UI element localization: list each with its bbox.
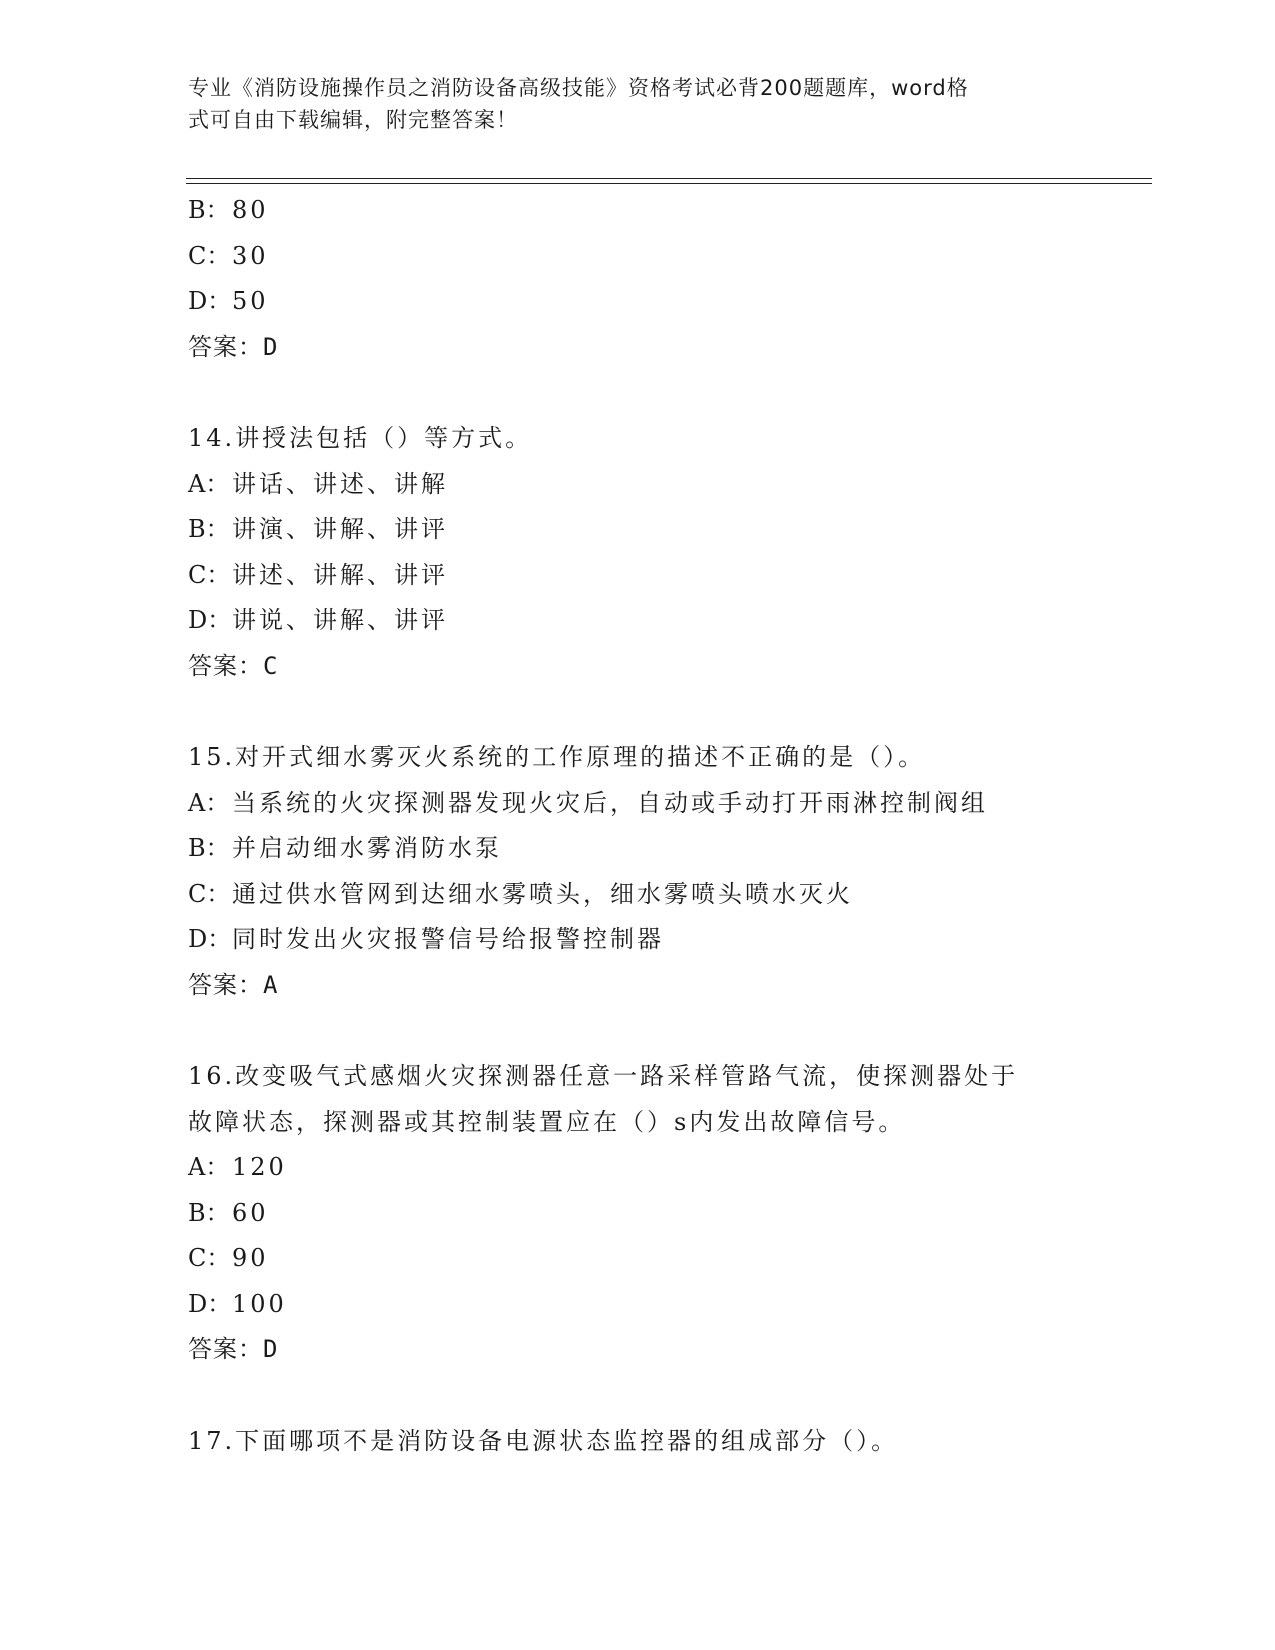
option-key: B： [188,196,230,224]
question-15 [188,735,1088,1008]
question-13-tail [188,188,1088,370]
question-14 [188,416,1088,689]
option-key: C： [188,241,231,270]
option-text: 120 [232,1153,287,1181]
option-text: 讲说、讲解、讲评 [232,606,448,634]
option-text: 100 [232,1289,287,1318]
option-key: A： [188,1153,230,1181]
option-a [188,781,1088,827]
header-divider-bottom [186,183,1152,184]
option-key: D： [188,925,232,953]
question-stem: 17.下面哪项不是消防设备电源状态监控器的组成部分（）。 [188,1426,899,1455]
option-d [188,917,1088,963]
answer-line [188,1327,1088,1373]
answer-label: 答案： [188,651,263,680]
header-divider-top [186,178,1152,179]
option-text: 80 [232,196,269,224]
option-text: 讲话、讲述、讲解 [232,469,448,498]
option-key: D： [188,287,232,315]
option-a [188,462,1088,508]
option-key: A： [188,469,230,498]
option-text: 30 [232,241,269,270]
question-stem-line-2: 故障状态，探测器或其控制装置应在（）s内发出故障信号。 [188,1107,906,1136]
option-text: 同时发出火灾报警信号给报警控制器 [232,925,664,953]
answer-value: A [263,970,279,999]
option-c [188,234,1088,280]
option-text: 90 [232,1244,269,1272]
option-b [188,188,1088,234]
option-key: A： [188,788,230,817]
spacer [188,1373,1088,1419]
page-header [188,72,1068,136]
option-key: D： [188,1289,232,1318]
spacer [188,370,1088,416]
option-b [188,826,1088,872]
option-text: 讲述、讲解、讲评 [232,560,448,589]
option-key: B： [188,515,230,543]
question-stem: 14.讲授法包括（）等方式。 [188,424,533,452]
option-d [188,598,1088,644]
option-key: D： [188,606,232,634]
answer-label: 答案： [188,1335,263,1363]
option-c [188,553,1088,599]
option-text: 当系统的火灾探测器发现火灾后，自动或手动打开雨淋控制阀组 [232,788,988,817]
answer-label: 答案： [188,970,263,999]
question-17 [188,1419,1088,1465]
option-text: 并启动细水雾消防水泵 [232,834,502,862]
spacer [188,689,1088,735]
answer-line [188,325,1088,371]
option-a [188,1145,1088,1191]
answer-value: D [263,1335,279,1363]
option-c [188,1236,1088,1282]
option-b [188,507,1088,553]
option-d [188,1282,1088,1328]
option-text: 讲演、讲解、讲评 [232,515,448,543]
answer-line [188,644,1088,690]
document-body [188,188,1088,1464]
question-16 [188,1054,1088,1373]
option-d [188,279,1088,325]
option-key: C： [188,560,231,589]
answer-value: D [263,332,279,361]
question-stem: 15.对开式细水雾灭火系统的工作原理的描述不正确的是（）。 [188,743,926,771]
option-key: C： [188,879,231,908]
header-line-1: 专业《消防设施操作员之消防设备高级技能》资格考试必背200题题库，word格 [188,76,969,100]
option-key: B： [188,834,230,862]
option-text: 60 [232,1198,269,1227]
spacer [188,1008,1088,1054]
option-text: 通过供水管网到达细水雾喷头，细水雾喷头喷水灭火 [232,879,853,908]
option-text: 50 [232,287,269,315]
header-line-2: 式可自由下载编辑，附完整答案！ [188,108,518,132]
answer-label: 答案： [188,332,263,361]
option-key: C： [188,1244,231,1272]
option-c [188,872,1088,918]
option-key: B： [188,1198,230,1227]
option-b [188,1191,1088,1237]
answer-line [188,963,1088,1009]
question-stem-line-1: 16.改变吸气式感烟火灾探测器任意一路采样管路气流，使探测器处于 [188,1062,1019,1090]
answer-value: C [263,651,279,680]
